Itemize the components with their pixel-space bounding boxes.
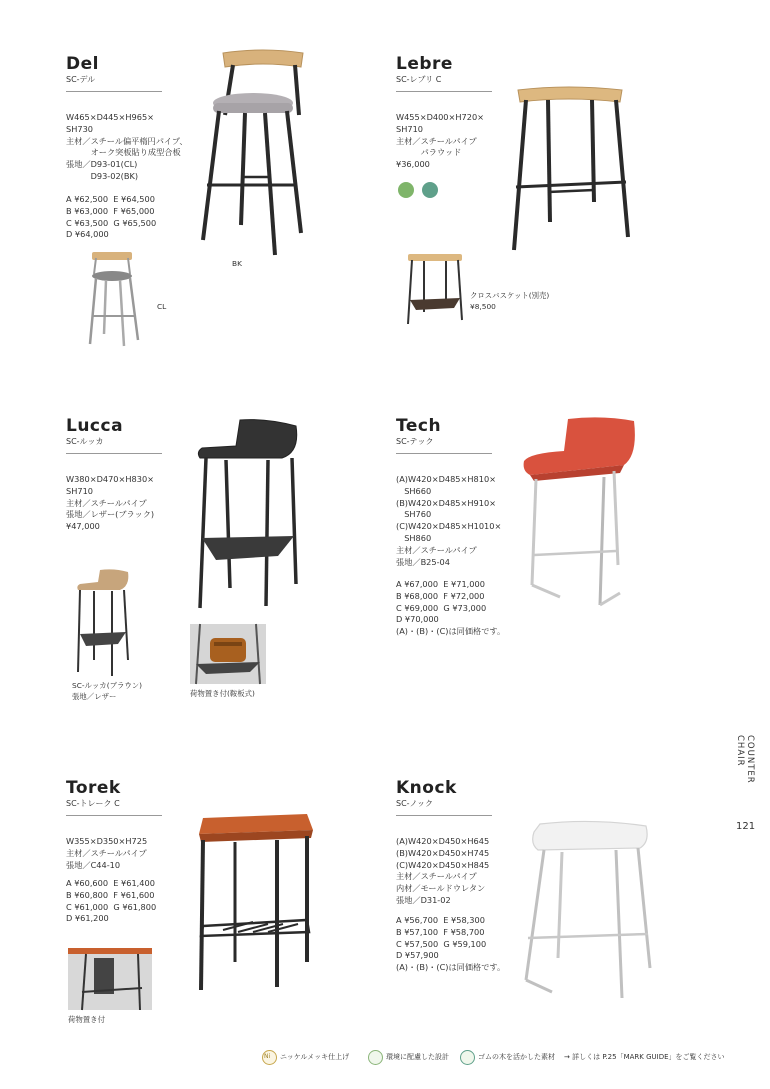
lebre-code: SC-レブリ C	[396, 75, 442, 84]
eco-icon	[368, 1050, 383, 1065]
torek-prices: A ¥60,600 E ¥61,400 B ¥60,800 F ¥61,600 C ¥61,000 G ¥61,800 D ¥61,200	[66, 878, 157, 924]
torek-stool-image	[193, 812, 317, 992]
tech-code: SC-テック	[396, 437, 434, 446]
side-category-label: COUNTER CHAIR	[735, 735, 755, 784]
lucca-bag-photo	[190, 624, 266, 684]
page-number: 121	[736, 821, 756, 832]
lucca-brown-chair-image	[74, 568, 136, 678]
footer-eco-text: 環境に配慮した設計	[386, 1053, 449, 1061]
lebre-spec: W455×D400×H720× SH710 主材／スチールパイプ パラウッド ¥36,000	[396, 112, 485, 170]
del-chair-cl-image	[84, 248, 156, 348]
nickel-icon: Ni	[262, 1050, 277, 1065]
del-spec: W465×D445×H965× SH730 主材／スチール偏平楕円パイプ、 オーク突板貼り成型合板 張地／D93-01(CL) D93-02(BK)	[66, 112, 188, 181]
knock-code: SC-ノック	[396, 799, 433, 808]
knock-prices: A ¥56,700 E ¥58,300 B ¥57,100 F ¥58,700 C ¥57,500 G ¥59,100 D ¥57,900 (A)・(B)・(C)は同価格です。	[396, 915, 506, 973]
lucca-spec: W380×D470×H830× SH710 主材／スチールパイプ 張地／レザー(ブラック) ¥47,000	[66, 474, 155, 532]
knock-spec: (A)W420×D450×H645 (B)W420×D450×H745 (C)W420×D450×H845 主材／スチールパイプ 内材／モールドウレタン 張地／D31-02	[396, 836, 490, 905]
torek-title: Torek	[66, 778, 121, 798]
lucca-rule	[66, 453, 162, 454]
del-chair-bk-image	[195, 45, 325, 260]
lucca-brown-caption: SC-ルッカ(ブラウン) 張地／レザー	[72, 681, 143, 701]
lucca-title: Lucca	[66, 416, 124, 436]
torek-storage-caption: 荷物置き付	[68, 1015, 105, 1024]
knock-stool-image	[522, 818, 652, 1000]
footer-guide-text: → 詳しくは P.25「MARK GUIDE」をご覧ください	[564, 1053, 725, 1061]
tech-rule	[396, 453, 492, 454]
tech-title: Tech	[396, 416, 442, 436]
torek-storage-photo	[68, 948, 152, 1010]
lebre-basket-caption: クロスバスケット(別売) ¥8,500	[470, 291, 550, 311]
del-prices: A ¥62,500 E ¥64,500 B ¥63,000 F ¥65,000 C ¥63,500 G ¥65,500 D ¥64,000	[66, 194, 157, 240]
footer-rubber-text: ゴムの木を活かした素材	[478, 1053, 555, 1061]
footer-legend	[258, 1046, 725, 1068]
torek-rule	[66, 815, 162, 816]
rubberwood-icon	[422, 182, 438, 198]
del-title: Del	[66, 54, 99, 74]
torek-spec: W355×D350×H725 主材／スチールパイプ 張地／C44-10	[66, 836, 148, 870]
lebre-stool-image	[508, 82, 638, 257]
lebre-title: Lebre	[396, 54, 453, 74]
eco-design-icon	[398, 182, 414, 198]
lebre-rule	[396, 91, 492, 92]
lebre-basket-image	[404, 252, 466, 327]
tech-spec: (A)W420×D485×H810× SH660 (B)W420×D485×H910× SH760 (C)W420×D485×H1010× SH860 主材／スチールパイプ 張地／B25-04	[396, 474, 502, 567]
del-rule	[66, 91, 162, 92]
lucca-bag-caption: 荷物置き付(鞍板式)	[190, 689, 255, 698]
rubber-icon	[460, 1050, 475, 1065]
knock-title: Knock	[396, 778, 457, 798]
del-code: SC-デル	[66, 75, 96, 84]
tech-chair-image	[520, 415, 640, 610]
knock-rule	[396, 815, 492, 816]
lucca-code: SC-ルッカ	[66, 437, 104, 446]
lucca-chair-image	[196, 418, 306, 608]
footer-nickel-text: ニッケルメッキ仕上げ	[280, 1053, 350, 1061]
del-label-cl: CL	[157, 302, 167, 311]
torek-code: SC-トレーク C	[66, 799, 120, 808]
del-label-bk: BK	[232, 259, 242, 268]
tech-prices: A ¥67,000 E ¥71,000 B ¥68,000 F ¥72,000 C ¥69,000 G ¥73,000 D ¥70,000 (A)・(B)・(C)は同価格です。	[396, 579, 506, 637]
